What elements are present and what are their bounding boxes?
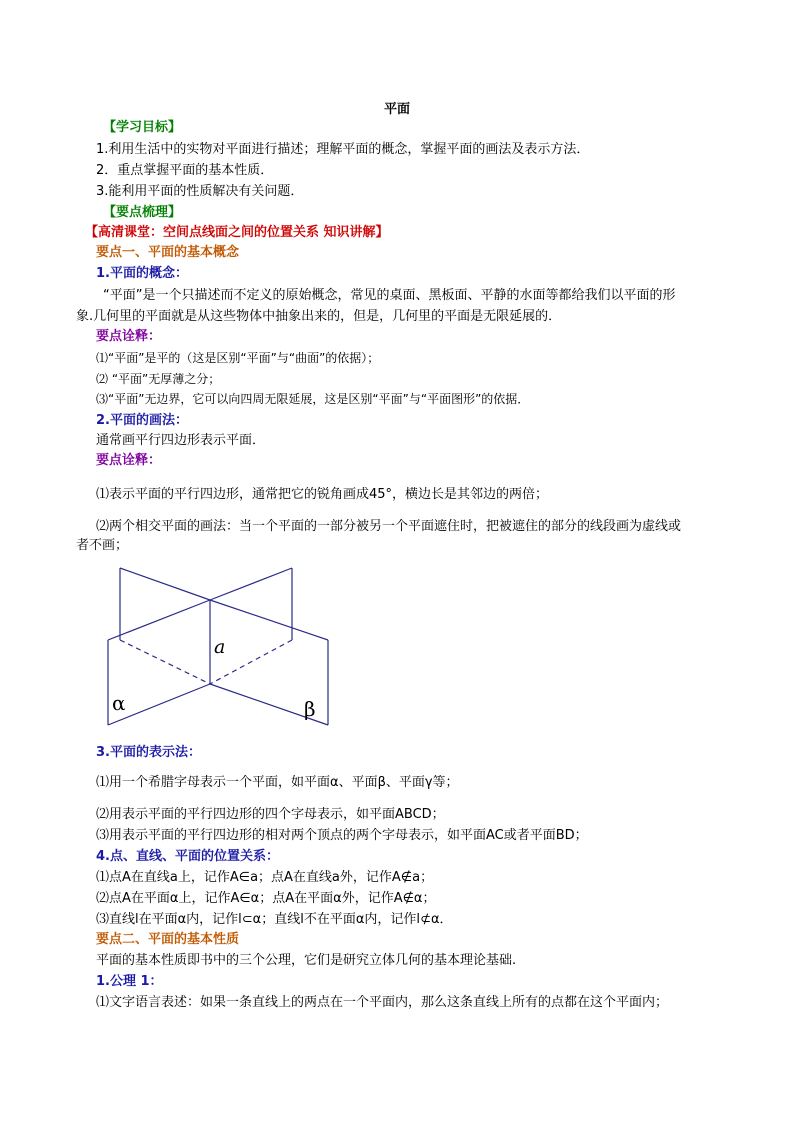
axiom1-title: 1.公理 1： (96, 974, 163, 989)
plane-beta-right-top-edge (210, 600, 328, 640)
objective-2: 2．重点掌握平面的基本性质． (96, 163, 274, 178)
point2-title: 要点二、平面的基本性质 (96, 932, 240, 947)
relation-1: ⑴点A在直线a上，记作A∈a；点A在直线a外，记作A∉a； (96, 870, 434, 885)
point1-title: 要点一、平面的基本概念 (96, 245, 240, 260)
relation-2: ⑵点A在平面α上，记作A∈α；点A在平面α外，记作A∉α； (96, 891, 436, 906)
repr-1: ⑴用一个希腊字母表示一个平面，如平面α、平面β、平面γ等； (96, 775, 459, 790)
plane-beta-top-edge (210, 568, 292, 600)
concept-title: 1.平面的概念： (96, 266, 188, 281)
drawing-note-1: ⑴表示平面的平行四边形，通常把它的锐角画成45°，横边长是其邻边的两倍； (96, 487, 549, 502)
repr-2: ⑵用表示平面的平行四边形的四个字母表示，如平面ABCD； (96, 807, 445, 822)
concept-text-1: “平面”是一个只描述而不定义的原始概念，常见的桌面、黑板面、平静的水面等都给我们以平面的形 (103, 288, 676, 303)
note-1: ⑴“平面”是平的（这是区别“平面”与“曲面”的依据）； (96, 351, 380, 365)
drawing-text: 通常画平行四边形表示平面． (96, 433, 266, 448)
lecture-link[interactable]: 【高清课堂：空间点线面之间的位置关系 知识讲解】 (85, 225, 389, 240)
notes-label-1: 要点诠释： (96, 329, 162, 344)
note-3: ⑶“平面”无边界，它可以向四周无限延展，这是区别“平面”与“平面图形”的依据． (96, 392, 530, 406)
relation-3: ⑶直线l在平面α内，记作l⊂α；直线l不在平面α内，记作l⊄α． (96, 912, 453, 927)
objective-1: 1.利用生活中的实物对平面进行描述；理解平面的概念，掌握平面的画法及表示方法． (96, 142, 590, 157)
axiom1-text: ⑴文字语言表述：如果一条直线上的两点在一个平面内，那么这条直线上所有的点都在这个平面内； (96, 995, 669, 1010)
plane-alpha-left-top-edge (108, 600, 210, 640)
objective-3: 3.能利用平面的性质解决有关问题． (96, 184, 304, 199)
hidden-edge-alpha (120, 640, 210, 684)
plane-label-alpha: α (112, 691, 126, 715)
intersecting-planes-diagram (100, 560, 340, 732)
note-2: ⑵ “平面”无厚薄之分； (96, 372, 221, 386)
keypoints-header: 【要点梳理】 (103, 205, 182, 220)
drawing-note-2b: 者不画； (76, 538, 129, 553)
drawing-note-2a: ⑵两个相交平面的画法：当一个平面的一部分被另一个平面遮住时，把被遮住的部分的线段画为虚线或 (96, 519, 682, 534)
repr-3: ⑶用表示平面的平行四边形的相对两个顶点的两个字母表示，如平面AC或者平面BD； (96, 828, 588, 843)
point2-text: 平面的基本性质即书中的三个公理，它们是研究立体几何的基本理论基础. (96, 953, 517, 968)
objectives-header: 【学习目标】 (103, 120, 182, 135)
repr-title: 3.平面的表示法： (96, 745, 201, 760)
plane-label-beta: β (304, 697, 316, 721)
relation-title: 4.点、直线、平面的位置关系： (96, 849, 279, 864)
page-title: 平面 (383, 102, 410, 117)
drawing-title: 2.平面的画法： (96, 413, 188, 428)
line-label-a: a (214, 636, 226, 658)
plane-alpha-top-edge (120, 568, 210, 600)
concept-text-2: 象.几何里的平面就是从这些物体中抽象出来的，但是，几何里的平面是无限延展的． (76, 309, 562, 324)
notes-label-2: 要点诠释： (96, 453, 162, 468)
